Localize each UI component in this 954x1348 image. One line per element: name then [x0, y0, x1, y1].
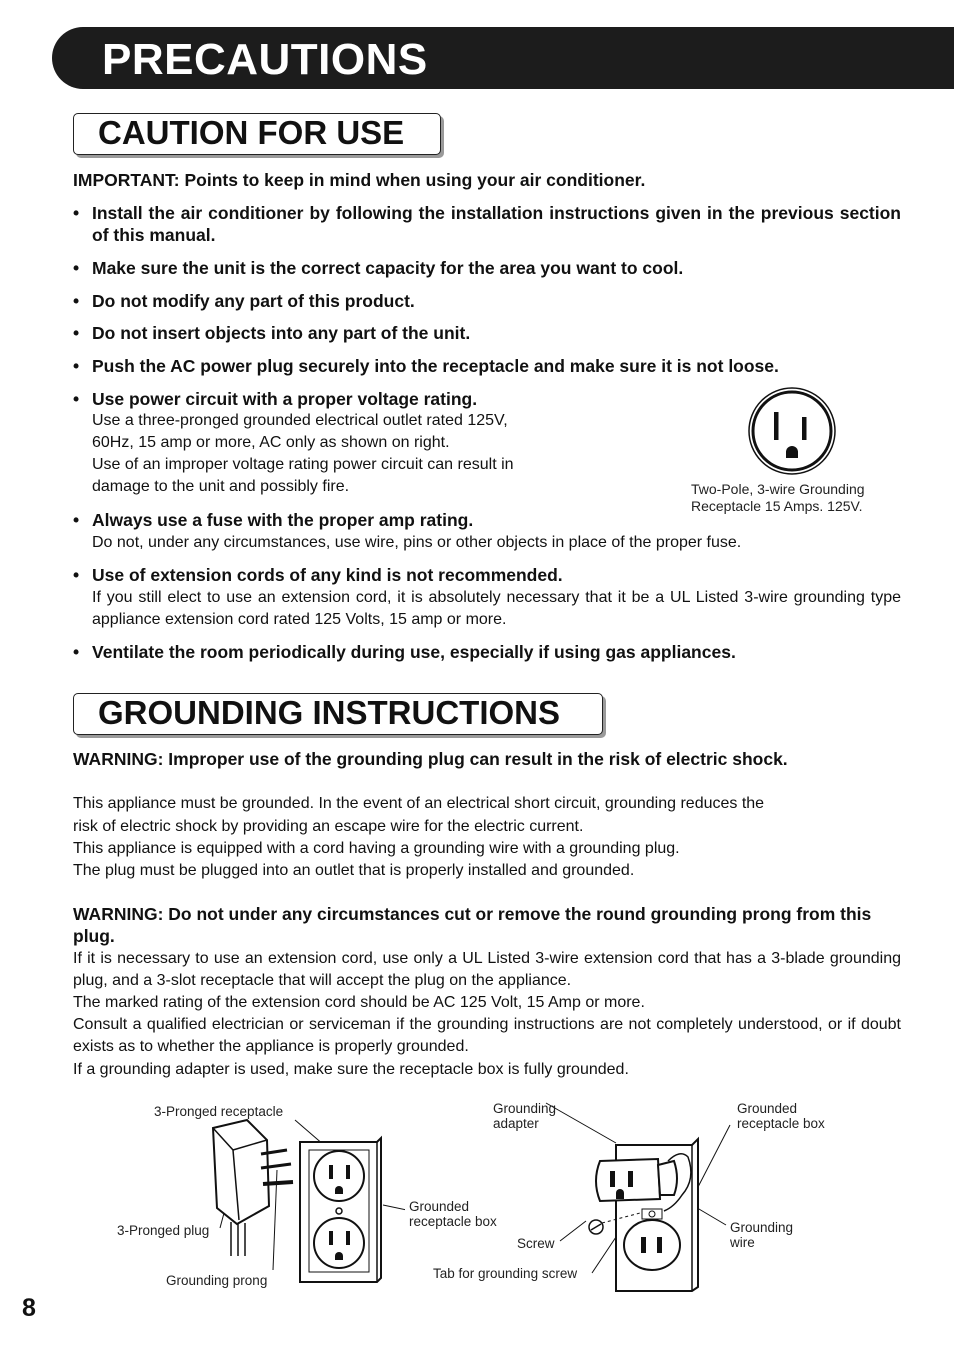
page-title: PRECAUTIONS	[102, 35, 428, 84]
voltage-body-line: Use of an improper voltage rating power circuit can result in	[92, 456, 514, 473]
outlet-receptacle-icon	[745, 386, 839, 476]
bullet: •	[73, 323, 80, 343]
label-grounded-box-right: receptacle box	[737, 1116, 825, 1131]
grounding-warning-1: WARNING: Improper use of the grounding plug can result in the risk of electric shock.	[73, 749, 788, 769]
three-pronged-plug-diagram	[205, 1110, 405, 1290]
bullet: •	[73, 565, 80, 585]
label-grounding-adapter: Grounding	[493, 1101, 557, 1116]
grounding-para1-line: This appliance must be grounded. In the event of an electrical short circuit, grounding reduces the	[73, 795, 765, 812]
caution-item-fuse: Always use a fuse with the proper amp rating.	[92, 510, 474, 530]
caution-item-modify: Do not modify any part of this product.	[92, 291, 415, 311]
page-number: 8	[22, 1294, 36, 1322]
caution-section-heading: CAUTION FOR USE	[98, 114, 405, 151]
caution-item-voltage: Use power circuit with a proper voltage rating.	[92, 389, 478, 409]
bullet: •	[73, 642, 80, 662]
label-grounding-wire: Grounding	[730, 1220, 794, 1235]
label-tab-grounding-screw: Tab for grounding screw	[433, 1266, 578, 1281]
extension-cord-body: If you still elect to use an extension cord, it is absolutely necessary that it be a UL Listed 3-wire grounding type appliance extension cord rated 125 Volts, 15 amp or more.	[92, 589, 901, 628]
grounding-section-heading: GROUNDING INSTRUCTIONS	[98, 694, 560, 731]
caution-item-ventilate: Ventilate the room periodically during use, especially if using gas appliances.	[92, 642, 736, 662]
voltage-body-line: Use a three-pronged grounded electrical outlet rated 125V,	[92, 412, 508, 429]
fuse-body: Do not, under any circumstances, use wire, pins or other objects in place of the proper fuse.	[92, 534, 742, 551]
bullet: •	[73, 510, 80, 530]
voltage-body-line: 60Hz, 15 amp or more, AC only as shown on right.	[92, 434, 450, 451]
caution-item-objects: Do not insert objects into any part of the unit.	[92, 323, 471, 343]
label-screw: Screw	[517, 1236, 555, 1251]
page-header-banner	[52, 27, 954, 89]
bullet: •	[73, 291, 80, 311]
important-note: IMPORTANT: Points to keep in mind when using your air conditioner.	[73, 170, 646, 190]
voltage-body-line: damage to the unit and possibly fire.	[92, 478, 350, 495]
grounding-para2-line: The marked rating of the extension cord should be AC 125 Volt, 15 Amp or more.	[73, 994, 645, 1011]
grounding-para1-line: risk of electric shock by providing an escape wire for the electric current.	[73, 818, 584, 835]
label-grounding-prong: Grounding prong	[166, 1273, 268, 1288]
label-grounding-adapter: adapter	[493, 1116, 539, 1131]
receptacle-caption-line: Two-Pole, 3-wire Grounding	[691, 481, 865, 497]
caution-item-plug: Push the AC power plug securely into the receptacle and make sure it is not loose.	[92, 356, 779, 376]
label-3-pronged-receptacle: 3-Pronged receptacle	[154, 1104, 284, 1119]
grounding-para2-line: If a grounding adapter is used, make sure the receptacle box is fully grounded.	[73, 1061, 629, 1078]
bullet: •	[73, 258, 80, 278]
grounding-para1-line: The plug must be plugged into an outlet that is properly installed and grounded.	[73, 862, 635, 879]
label-3-pronged-plug: 3-Pronged plug	[117, 1223, 210, 1238]
grounding-adapter-diagram	[540, 1095, 740, 1295]
receptacle-caption-line: Receptacle 15 Amps. 125V.	[691, 498, 863, 514]
grounding-para1-line: This appliance is equipped with a cord having a grounding wire with a grounding plug.	[73, 840, 680, 857]
caution-item-install: Install the air conditioner by following the installation instructions given in the previous section of this manual.	[92, 203, 901, 245]
label-grounded-box-right: Grounded	[737, 1101, 798, 1116]
label-grounding-wire: wire	[730, 1235, 755, 1250]
bullet: •	[73, 203, 80, 223]
bullet: •	[73, 389, 80, 409]
grounding-para2-line: Consult a qualified electrician or serviceman if the grounding instructions are not completely understood, or if doubt exists as to whether the appliance is properly grounded.	[73, 1016, 901, 1055]
caution-item-extension-cord: Use of extension cords of any kind is not recommended.	[92, 565, 563, 585]
label-grounded-box-left: receptacle box	[409, 1214, 497, 1229]
grounding-section-heading-box	[73, 693, 603, 735]
label-grounded-box-left: Grounded	[409, 1199, 470, 1214]
grounding-warning-2: WARNING: Do not under any circumstances cut or remove the round grounding prong from this plug.	[73, 904, 872, 946]
grounding-para2-line: If it is necessary to use an extension cord, use only a UL Listed 3-wire extension cord that has a 3-blade grounding plug, and a 3-slot receptacle that will accept the plug on the appliance.	[73, 950, 901, 989]
bullet: •	[73, 356, 80, 376]
caution-item-capacity: Make sure the unit is the correct capacity for the area you want to cool.	[92, 258, 684, 278]
caution-section-heading-box	[73, 113, 441, 155]
